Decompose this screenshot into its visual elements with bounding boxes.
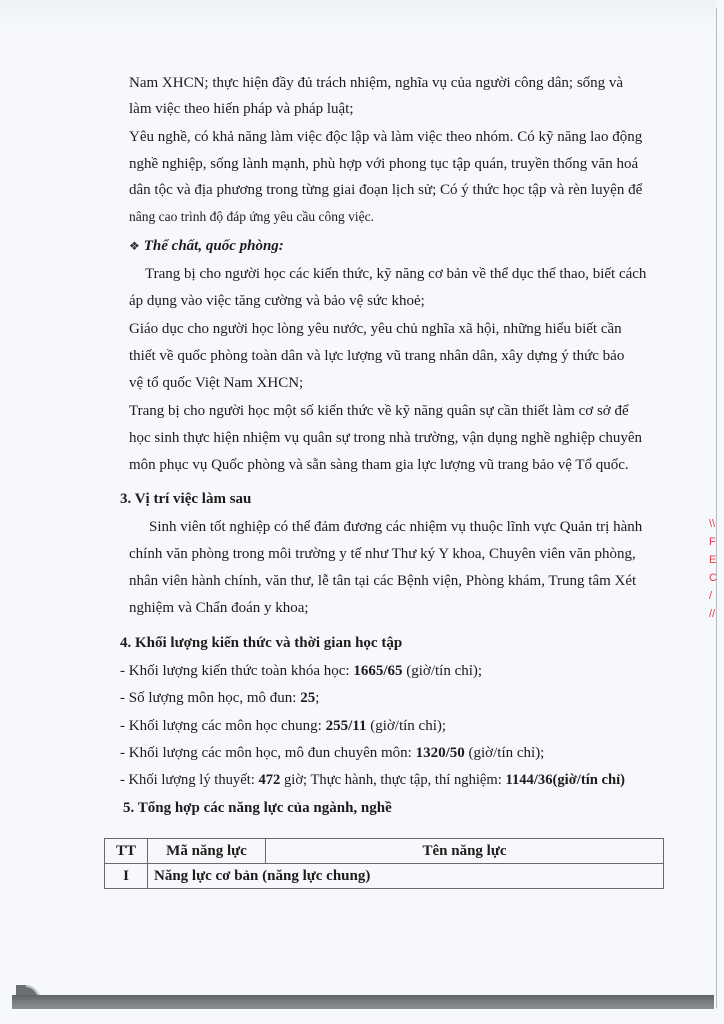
cell-merged-title: Năng lực cơ bản (năng lực chung): [148, 864, 664, 889]
header-tt: TT: [105, 839, 148, 864]
paragraph-line: vệ tổ quốc Việt Nam XHCN;: [129, 375, 304, 391]
paragraph-line: nhân viên hành chính, văn thư, lễ tân tại các Bệnh viện, Phòng khám, Trung tâm Xét: [129, 573, 637, 589]
paragraph-line: Nam XHCN; thực hiện đầy đủ trách nhiệm, nghĩa vụ của người công dân; sống và: [129, 75, 624, 91]
paragraph-line: làm việc theo hiến pháp và pháp luật;: [129, 101, 354, 117]
subsection-title: Thể chất, quốc phòng:: [143, 238, 284, 254]
paragraph-line: chính văn phòng trong môi trường y tế như Thư ký Y khoa, Chuyên viên văn phòng,: [129, 546, 636, 562]
paragraph-line: Yêu nghề, có khả năng làm việc độc lập và làm việc theo nhóm. Có kỹ năng lao động: [129, 129, 643, 145]
scan-top-shadow: [0, 0, 716, 28]
stamp-edge-marks: \\ F E C / //: [709, 518, 717, 620]
paragraph-line: Sinh viên tốt nghiệp có thể đảm đương các nhiệm vụ thuộc lĩnh vực Quản trị hành: [149, 519, 643, 535]
subsection-heading: [129, 237, 284, 255]
knowledge-item: - Số lượng môn học, mô đun: 25;: [120, 690, 320, 706]
table-header-row: [105, 839, 664, 864]
paragraph-line: Trang bị cho người học một số kiến thức về kỹ năng quân sự cần thiết làm cơ sở để: [129, 403, 629, 419]
knowledge-item: - Khối lượng các môn học chung: 255/11 (giờ/tín chỉ);: [120, 718, 447, 734]
paragraph-line: dân tộc và địa phương trong từng giai đoạn lịch sử; Có ý thức học tập và rèn luyện để: [129, 182, 643, 198]
paragraph-line: Giáo dục cho người học lòng yêu nước, yêu chủ nghĩa xã hội, những hiểu biết cần: [129, 321, 622, 337]
page-edge-line: [716, 8, 717, 1008]
competency-table: [104, 838, 664, 889]
paragraph-line: nghiệm và Chẩn đoán y khoa;: [129, 600, 309, 616]
header-ma-nang-luc: Mã năng lực: [148, 839, 266, 864]
paragraph-line: thiết về quốc phòng toàn dân và lực lượng vũ trang nhân dân, xây dựng ý thức bảo: [129, 348, 625, 364]
cell-tt: I: [105, 864, 148, 889]
paragraph-line: môn phục vụ Quốc phòng và sẵn sàng tham gia lực lượng vũ trang bảo vệ Tổ quốc.: [129, 457, 629, 473]
paragraph-line: học sinh thực hiện nhiệm vụ quân sự trong nhà trường, vận dụng nghề nghiệp chuyên: [129, 430, 643, 446]
paragraph-line: Trang bị cho người học các kiến thức, kỹ năng cơ bản về thể dục thể thao, biết cách: [145, 266, 647, 282]
knowledge-item: - Khối lượng các môn học, mô đun chuyên môn: 1320/50 (giờ/tín chỉ);: [120, 745, 545, 761]
header-ten-nang-luc: Tên năng lực: [266, 839, 664, 864]
paragraph-line: nghề nghiệp, sống lành mạnh, phù hợp với phong tục tập quán, truyền thống văn hoá: [129, 156, 639, 172]
table-row: [105, 864, 664, 889]
diamond-bullet-icon: ❖: [129, 239, 140, 253]
knowledge-item: - Khối lượng kiến thức toàn khóa học: 1665/65 (giờ/tín chỉ);: [120, 663, 483, 679]
knowledge-item: - Khối lượng lý thuyết: 472 giờ; Thực hành, thực tập, thí nghiệm: 1144/36(giờ/tín chỉ): [120, 772, 626, 788]
paragraph-line: nâng cao trình độ đáp ứng yêu cầu công việc.: [129, 209, 374, 224]
paragraph-line: áp dụng vào việc tăng cường và bảo vệ sức khoẻ;: [129, 293, 425, 309]
section-5-heading: 5. Tổng hợp các năng lực của ngành, nghề: [123, 800, 392, 816]
section-4-heading: 4. Khối lượng kiến thức và thời gian học tập: [120, 635, 403, 651]
footer-bar: [12, 995, 714, 1009]
section-3-heading: 3. Vị trí việc làm sau: [120, 491, 252, 507]
